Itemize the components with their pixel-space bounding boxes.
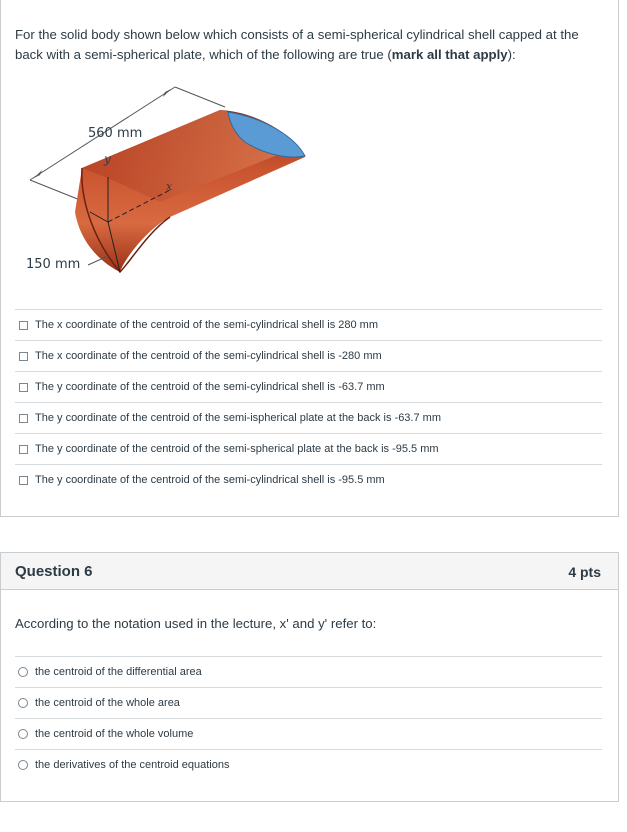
length-label: 560 mm — [88, 126, 143, 141]
radio-button[interactable] — [18, 729, 28, 739]
option-label: the derivatives of the centroid equations — [35, 759, 230, 771]
option-label: the centroid of the differential area — [35, 666, 202, 678]
option-label: The y coordinate of the centroid of the semi-cylindrical shell is -63.7 mm — [35, 381, 385, 393]
answer-option[interactable] — [15, 371, 602, 402]
answer-option[interactable] — [15, 687, 602, 718]
answer-option[interactable] — [15, 464, 602, 495]
prompt-text: For the solid body shown below which consists of a semi-spherical cylindrical shell capped at the back with a semi-spherical plate, which of the following are true ( — [15, 27, 579, 62]
radio-button[interactable] — [18, 760, 28, 770]
question-5-prompt — [15, 25, 590, 65]
y-axis-label: y — [104, 152, 111, 166]
question-6-prompt: According to the notation used in the lecture, x' and y' refer to: — [15, 616, 377, 631]
option-label: The y coordinate of the centroid of the semi-cylindrical shell is -95.5 mm — [35, 474, 385, 486]
checkbox[interactable] — [19, 352, 28, 361]
answer-option[interactable] — [15, 718, 602, 749]
checkbox[interactable] — [19, 445, 28, 454]
checkbox[interactable] — [19, 414, 28, 423]
radio-button[interactable] — [18, 667, 28, 677]
answer-option[interactable] — [15, 749, 602, 780]
answer-option[interactable] — [15, 656, 602, 687]
answer-option[interactable] — [15, 433, 602, 464]
option-label: The y coordinate of the centroid of the semi-spherical plate at the back is -95.5 mm — [35, 443, 439, 455]
checkbox[interactable] — [19, 383, 28, 392]
option-label: the centroid of the whole volume — [35, 728, 194, 740]
checkbox[interactable] — [19, 476, 28, 485]
question-5-options — [15, 309, 602, 495]
shell-figure — [20, 82, 320, 282]
option-label: The x coordinate of the centroid of the semi-cylindrical shell is 280 mm — [35, 319, 378, 331]
prompt-emphasis: mark all that apply — [391, 47, 508, 62]
answer-option[interactable] — [15, 309, 602, 340]
radius-label: 150 mm — [26, 257, 81, 272]
question-6-header — [0, 552, 619, 590]
answer-option[interactable] — [15, 340, 602, 371]
option-label: The x coordinate of the centroid of the semi-cylindrical shell is -280 mm — [35, 350, 382, 362]
question-points: 4 pts — [568, 564, 601, 580]
question-title: Question 6 — [15, 563, 93, 580]
answer-option[interactable] — [15, 402, 602, 433]
radio-button[interactable] — [18, 698, 28, 708]
x-axis-label: x — [166, 180, 173, 193]
option-label: The y coordinate of the centroid of the semi-ispherical plate at the back is -63.7 mm — [35, 412, 441, 424]
question-6-options — [15, 656, 602, 780]
checkbox[interactable] — [19, 321, 28, 330]
prompt-text-end: ): — [507, 47, 516, 62]
option-label: the centroid of the whole area — [35, 697, 180, 709]
